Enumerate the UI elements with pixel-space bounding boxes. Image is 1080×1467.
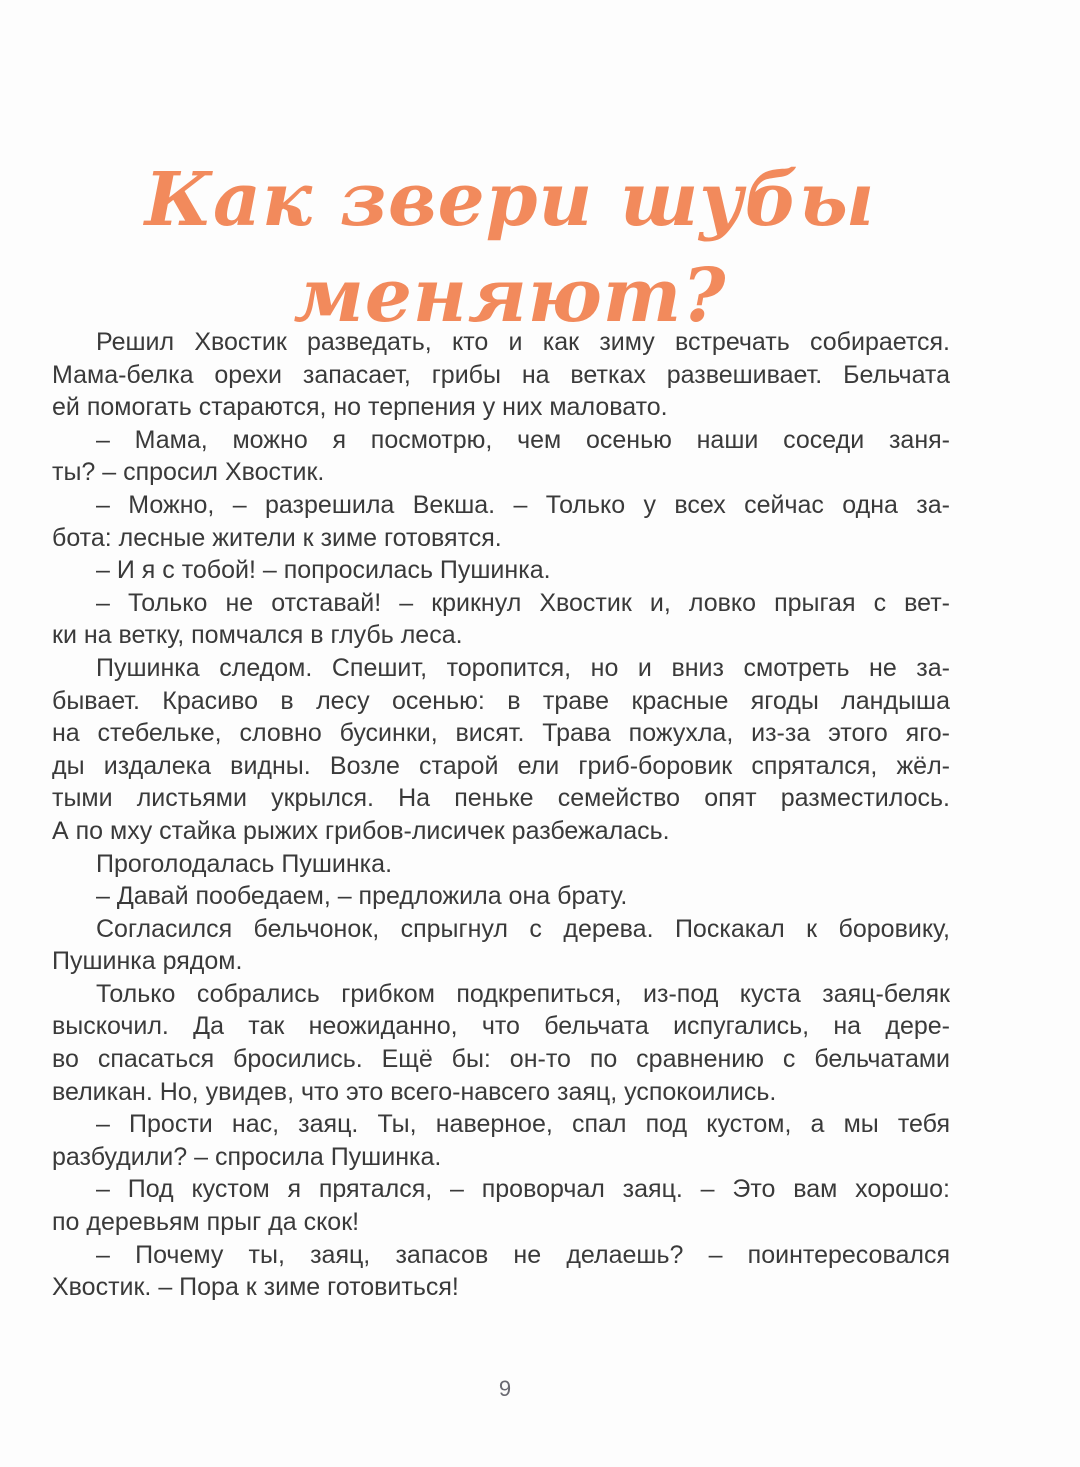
text-line: разбудили? – спросила Пушинка. (52, 1142, 442, 1171)
text-line: Хвостик. – Пора к зиме готовиться! (52, 1273, 459, 1302)
text-line: – Под кустом я прятался, – проворчал заяц. – Это вам хорошо: (96, 1175, 950, 1204)
text-line: ды издалека видны. Возле старой ели гриб-боровик спрятался, жёл- (52, 751, 950, 780)
chapter-title-line-2: меняют? (293, 252, 727, 339)
text-line: А по мху стайка рыжих грибов-лисичек разбежалась. (52, 816, 670, 845)
text-line: ки на ветку, помчался в глубь леса. (52, 621, 463, 650)
text-line: – Почему ты, заяц, запасов не делаешь? – поинтересовался (96, 1240, 950, 1269)
text-line: Пушинка следом. Спешит, торопится, но и вниз смотреть не за- (96, 653, 950, 682)
text-line: великан. Но, увидев, что это всего-навсего заяц, успокоились. (52, 1077, 777, 1106)
text-line: во спасаться бросились. Ещё бы: он-то по сравнению с бельчатами (52, 1045, 950, 1074)
text-line: – Прости нас, заяц. Ты, наверное, спал под кустом, а мы тебя (96, 1110, 950, 1139)
text-line: тыми листьями укрылся. На пеньке семейство опят разместилось. (52, 784, 950, 813)
text-line: – Только не отставай! – крикнул Хвостик и, ловко прыгая с вет- (96, 588, 950, 617)
text-line: ей помогать стараются, но терпения у них маловато. (52, 393, 668, 422)
text-line: по деревьям прыг да скок! (52, 1208, 360, 1237)
text-line: Пушинка рядом. (52, 947, 243, 976)
text-line: бота: лесные жители к зиме готовятся. (52, 523, 502, 552)
text-line: выскочил. Да так неожиданно, что бельчата испугались, на дере- (52, 1012, 950, 1041)
text-line: – И я с тобой! – попросилась Пушинка. (96, 556, 551, 585)
text-line: Решил Хвостик разведать, кто и как зиму встречать собирается. (96, 328, 950, 356)
text-line: Только собрались грибком подкрепиться, из-под куста заяц-беляк (96, 979, 950, 1008)
chapter-title-line-1: Как звери шубы (144, 156, 876, 243)
chapter-title (100, 152, 920, 344)
text-line: – Можно, – разрешила Векша. – Только у всех сейчас одна за- (96, 490, 950, 519)
text-line: – Мама, можно я посмотрю, чем осенью наши соседи заня- (96, 425, 950, 454)
text-line: Проголодалась Пушинка. (96, 849, 393, 878)
text-line: бывает. Красиво в лесу осенью: в траве красные ягоды ландыша (52, 686, 950, 715)
text-line: – Давай пообедаем, – предложила она брату. (96, 882, 628, 911)
text-line: Согласился бельчонок, спрыгнул с дерева. Поскакал к боровику, (96, 914, 950, 943)
text-line: Мама-белка орехи запасает, грибы на ветках развешивает. Бельчата (52, 360, 950, 389)
text-line: ты? – спросил Хвостик. (52, 458, 325, 487)
text-line: на стебельке, словно бусинки, висят. Трава пожухла, из-за этого яго- (52, 719, 950, 748)
page-number: 9 (498, 1376, 512, 1401)
story-text (52, 326, 950, 1304)
